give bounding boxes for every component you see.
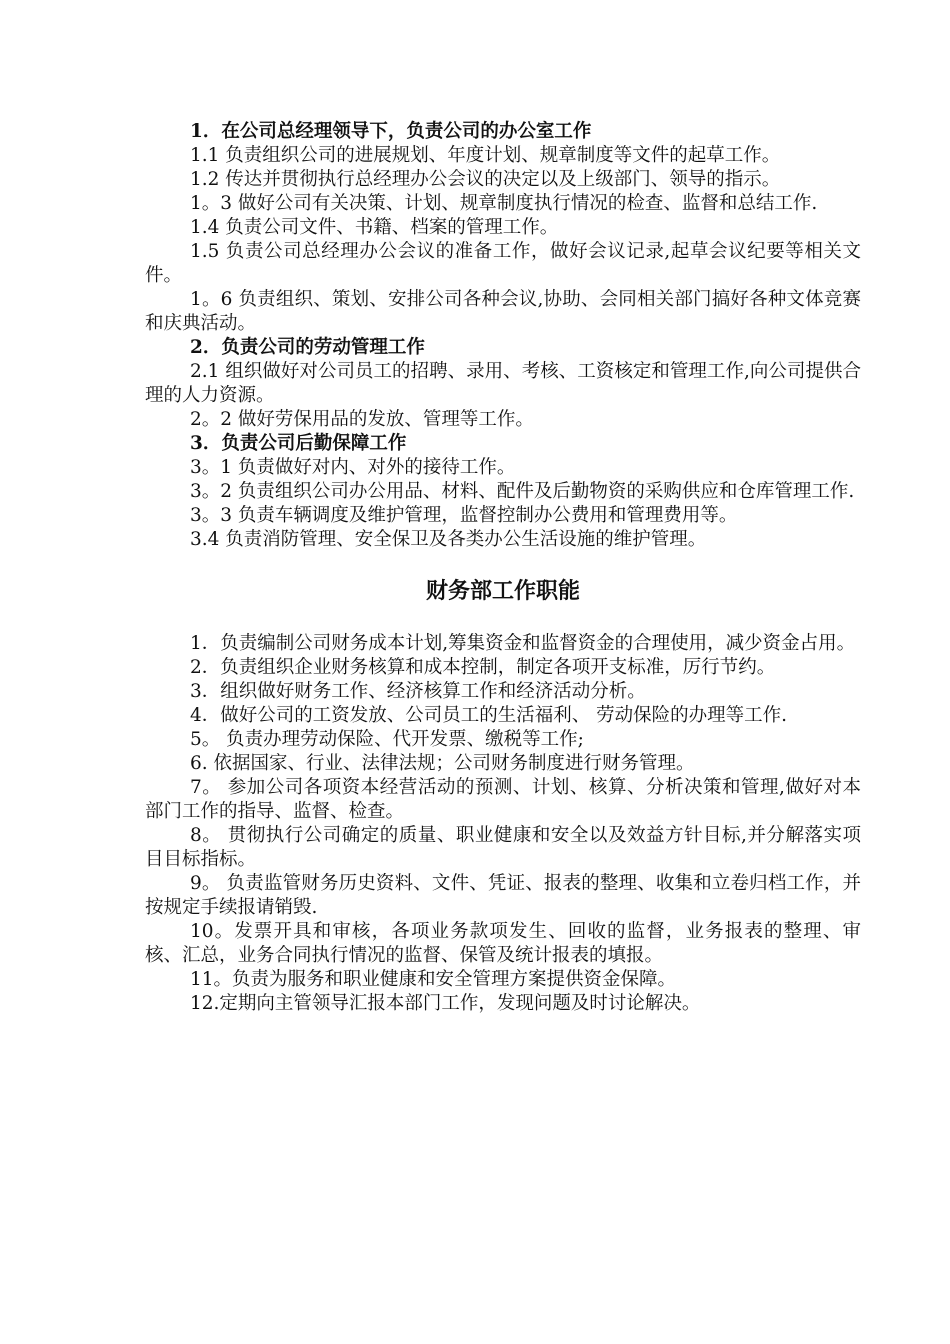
finance-item-7: 7。 参加公司各项资本经营活动的预测、计划、核算、分析决策和管理,做好对本部门工作的指导、监督、检查。: [145, 777, 861, 822]
finance-item-5: 5。 负责办理劳动保险、代开发票、缴税等工作;: [190, 729, 584, 750]
finance-item-10: 10。发票开具和审核，各项业务款项发生、回收的监督，业务报表的整理、审核、汇总，业务合同执行情况的监督、保管及统计报表的填报。: [145, 921, 861, 966]
paragraph-1-2: 1.2 传达并贯彻执行总经理办公会议的决定以及上级部门、领导的指示。: [190, 169, 781, 190]
finance-item-4: 4．做好公司的工资发放、公司员工的生活福利、 劳动保险的办理等工作.: [190, 705, 788, 726]
finance-item-9: 9。 负责监管财务历史资料、文件、凭证、报表的整理、收集和立卷归档工作，并按规定手续报请销毁.: [145, 873, 861, 918]
paragraph-2-1: 2.1 组织做好对公司员工的招聘、录用、考核、工资核定和管理工作,向公司提供合理的人力资源。: [145, 361, 861, 406]
heading-labor-management: 2．负责公司的劳动管理工作: [190, 337, 425, 358]
finance-item-6: 6. 依据国家、行业、法律法规；公司财务制度进行财务管理。: [190, 753, 695, 774]
finance-section-title: 财务部工作职能: [425, 579, 580, 604]
paragraph-1-3: 1。3 做好公司有关决策、计划、规章制度执行情况的检查、监督和总结工作.: [190, 193, 818, 214]
paragraph-3-4: 3.4 负责消防管理、安全保卫及各类办公生活设施的维护管理。: [190, 529, 707, 550]
paragraph-2-2: 2。2 做好劳保用品的发放、管理等工作。: [190, 409, 534, 430]
paragraph-1-5: 1.5 负责公司总经理办公会议的准备工作，做好会议记录,起草会议纪要等相关文件。: [145, 241, 861, 286]
finance-item-2: 2．负责组织企业财务核算和成本控制，制定各项开支标准，厉行节约。: [190, 657, 776, 678]
finance-item-8: 8。 贯彻执行公司确定的质量、职业健康和安全以及效益方针目标,并分解落实项目目标指标。: [145, 825, 861, 870]
heading-logistics: 3．负责公司后勤保障工作: [190, 433, 407, 454]
paragraph-3-1: 3。1 负责做好对内、对外的接待工作。: [190, 457, 516, 478]
finance-item-12: 12.定期向主管领导汇报本部门工作，发现问题及时讨论解决。: [190, 993, 701, 1014]
heading-office-work: 1．在公司总经理领导下，负责公司的办公室工作: [190, 121, 592, 142]
paragraph-1-4: 1.4 负责公司文件、书籍、档案的管理工作。: [190, 217, 559, 238]
finance-item-3: 3．组织做好财务工作、经济核算工作和经济活动分析。: [190, 681, 646, 702]
paragraph-1-6: 1。6 负责组织、策划、安排公司各种会议,协助、会同相关部门搞好各种文体竞赛和庆典活动。: [145, 289, 861, 334]
paragraph-1-1: 1.1 负责组织公司的进展规划、年度计划、规章制度等文件的起草工作。: [190, 145, 781, 166]
finance-item-11: 11。负责为服务和职业健康和安全管理方案提供资金保障。: [190, 969, 677, 990]
finance-item-1: 1．负责编制公司财务成本计划,筹集资金和监督资金的合理使用，减少资金占用。: [190, 633, 856, 654]
paragraph-3-2: 3。2 负责组织公司办公用品、材料、配件及后勤物资的采购供应和仓库管理工作.: [190, 481, 855, 502]
paragraph-3-3: 3。3 负责车辆调度及维护管理，监督控制办公费用和管理费用等。: [190, 505, 738, 526]
document-page: [145, 120, 861, 1016]
